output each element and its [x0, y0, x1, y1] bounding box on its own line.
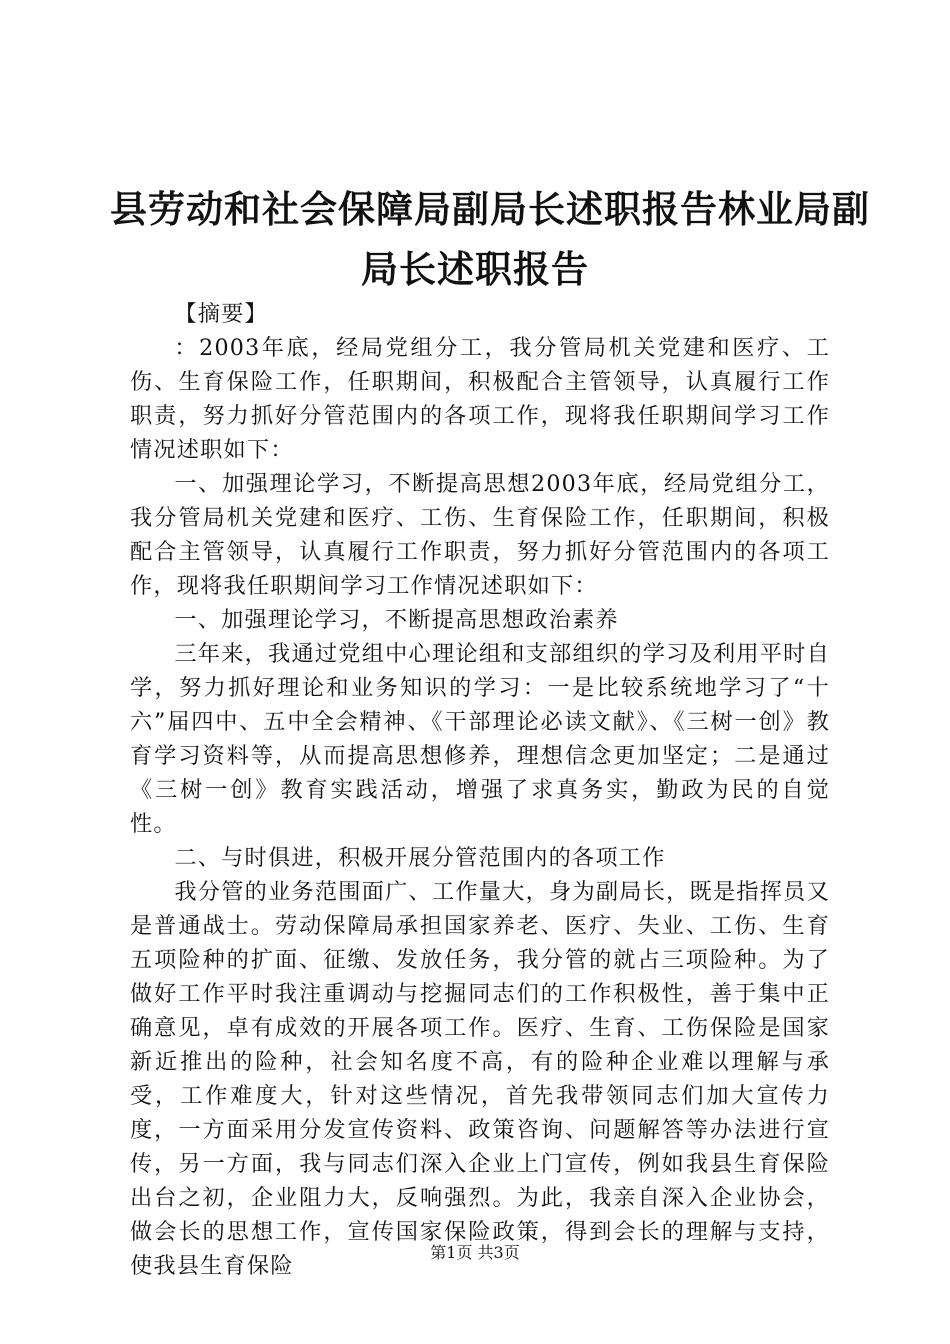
document-title-line-1: 县劳动和社会保障局副局长述职报告林业局副 — [110, 188, 870, 231]
heading-section-1: 一、加强理论学习，不断提高思想政治素养 — [174, 607, 619, 633]
page-footer: 第1页 共3页 — [430, 1243, 520, 1262]
paragraph-theory-study: 三年来，我通过党组中心理论组和支部组织的学习及利用平时自学，努力抓好理论和业务知识的学习：一是比较系统地学习了“十六”届四中、五中全会精神、《干部理论必读文献》、《三树一创》教育学习资料等，从而提高思想修养，理想信念更加坚定；二是通过《三树一创》教育实践活动，增强了求真务实，勤政为民的自觉性。 — [130, 641, 830, 837]
abstract-label: 【摘要】 — [174, 301, 268, 327]
document-body — [130, 297, 830, 1283]
paragraph-intro: ：2003年底，经局党组分工，我分管局机关党建和医疗、工伤、生育保险工作，任职期间，积极配合主管领导，认真履行工作职责，努力抓好分管范围内的各项工作，现将我任职期间学习工作情况述职如下： — [130, 335, 830, 463]
heading-section-2: 二、与时俱进，积极开展分管范围内的各项工作 — [174, 845, 666, 871]
paragraph-work-duties: 我分管的业务范围面广、工作量大，身为副局长，既是指挥员又是普通战士。劳动保障局承担国家养老、医疗、失业、工伤、生育五项险种的扩面、征缴、发放任务，我分管的就占三项险种。为了做好工作平时我注重调动与挖掘同志们的工作积极性，善于集中正确意见，卓有成效的开展各项工作。医疗、生育、工伤保险是国家新近推出的险种，社会知名度不高，有的险种企业难以理解与承受，工作难度大，针对这些情况，首先我带领同志们加大宣传力度，一方面采用分发宣传资料、政策咨询、问题解答等办法进行宣传，另一方面，我与同志们深入企业上门宣传，例如我县生育保险出台之初，企业阻力大，反响强烈。为此，我亲自深入企业协会，做会长的思想工作，宣传国家保险政策，得到会长的理解与支持，使我县生育保险 — [130, 879, 830, 1279]
document-title-line-2: 局长述职报告 — [361, 248, 589, 291]
paragraph-section-1-summary: 一、加强理论学习，不断提高思想2003年底，经局党组分工，我分管局机关党建和医疗、工伤、生育保险工作，任职期间，积极配合主管领导，认真履行工作职责，努力抓好分管范围内的各项工作，现将我任职期间学习工作情况述职如下： — [130, 471, 830, 599]
